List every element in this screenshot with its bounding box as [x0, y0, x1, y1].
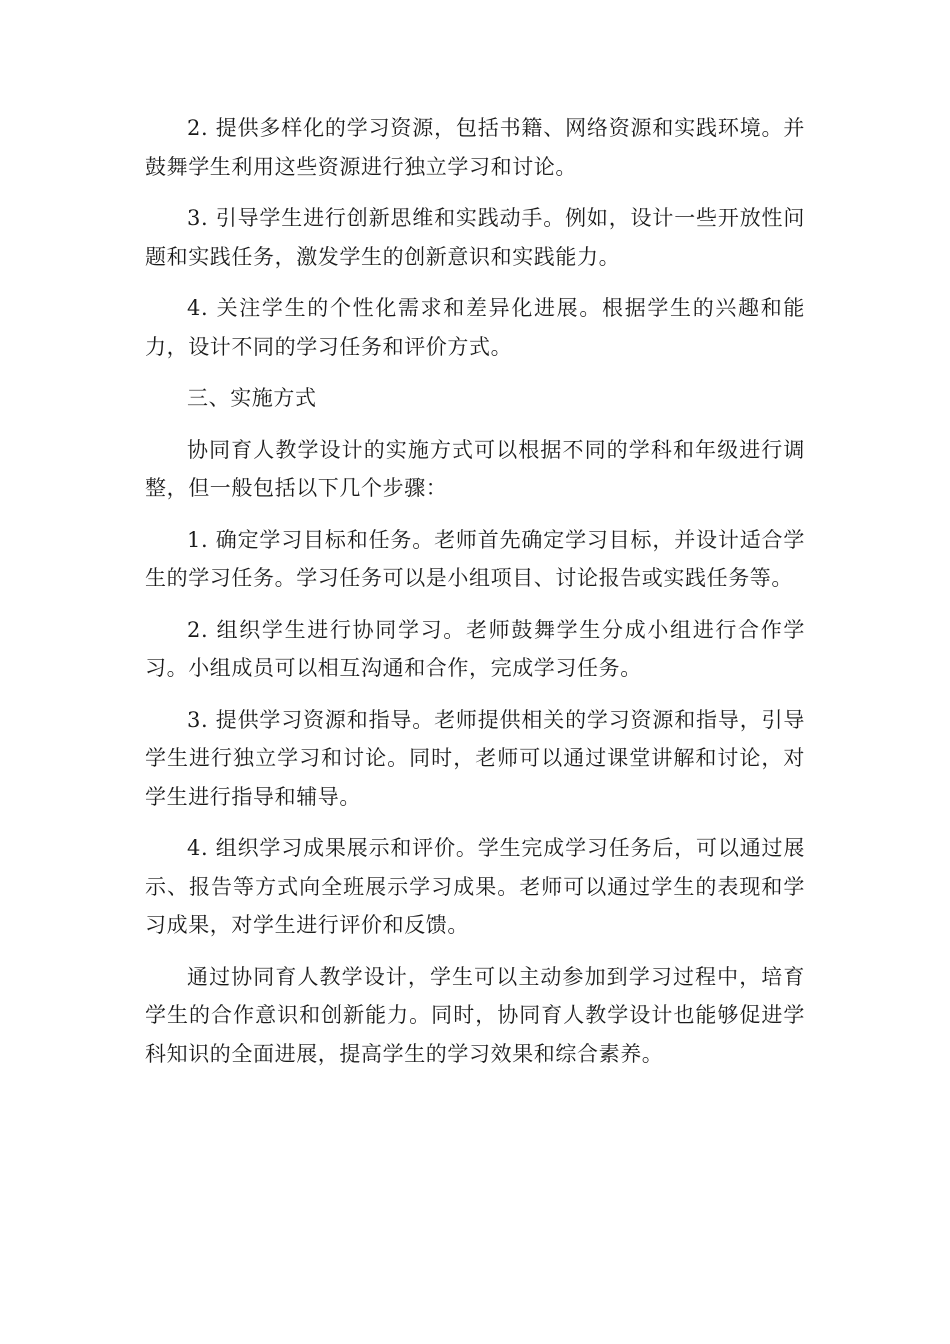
- paragraph-personalization: 4. 关注学生的个性化需求和差异化进展。根据学生的兴趣和能力，设计不同的学习任务和评价方式。: [145, 296, 805, 359]
- paragraph-step-1: 1. 确定学习目标和任务。老师首先确定学习目标，并设计适合学生的学习任务。学习任务可以是小组项目、讨论报告或实践任务等。: [145, 527, 805, 590]
- document-body: [145, 109, 805, 1073]
- paragraph-step-4: 4. 组织学习成果展示和评价。学生完成学习任务后，可以通过展示、报告等方式向全班展示学习成果。老师可以通过学生的表现和学习成果，对学生进行评价和反馈。: [145, 836, 805, 937]
- paragraph-implementation-intro: 协同育人教学设计的实施方式可以根据不同的学科和年级进行调整，但一般包括以下几个步骤：: [145, 437, 805, 500]
- paragraph-innovation: 3. 引导学生进行创新思维和实践动手。例如，设计一些开放性问题和实践任务，激发学生的创新意识和实践能力。: [145, 206, 805, 269]
- section-heading-implementation: 三、实施方式: [187, 386, 317, 410]
- paragraph-resources: 2. 提供多样化的学习资源，包括书籍、网络资源和实践环境。并鼓舞学生利用这些资源进行独立学习和讨论。: [145, 116, 805, 179]
- paragraph-step-3: 3. 提供学习资源和指导。老师提供相关的学习资源和指导，引导学生进行独立学习和讨论。同时，老师可以通过课堂讲解和讨论，对学生进行指导和辅导。: [145, 707, 805, 809]
- paragraph-conclusion: 通过协同育人教学设计，学生可以主动参加到学习过程中，培育学生的合作意识和创新能力。同时，协同育人教学设计也能够促进学科知识的全面进展，提高学生的学习效果和综合素养。: [145, 964, 805, 1066]
- paragraph-step-2: 2. 组织学生进行协同学习。老师鼓舞学生分成小组进行合作学习。小组成员可以相互沟通和合作，完成学习任务。: [145, 617, 805, 680]
